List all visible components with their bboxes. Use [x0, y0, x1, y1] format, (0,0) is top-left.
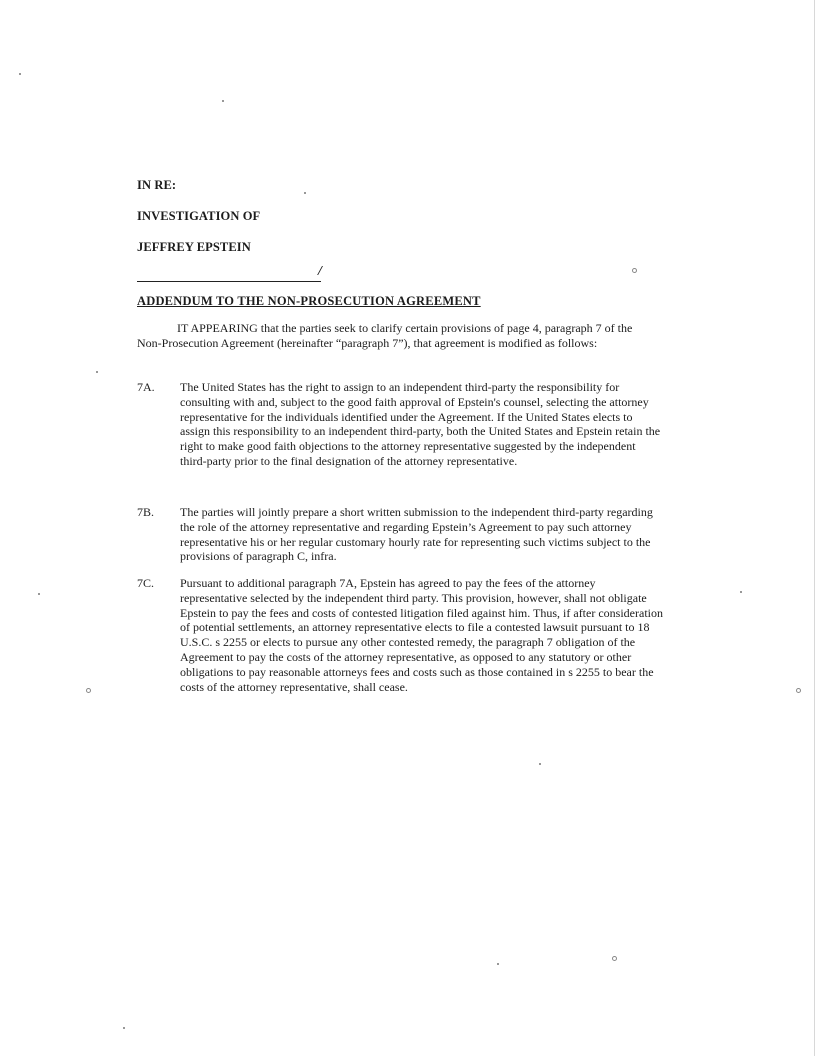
scan-speck	[19, 73, 21, 75]
scan-speck	[123, 1027, 125, 1029]
scan-speck	[796, 688, 801, 693]
caption-rule	[137, 281, 321, 282]
paragraph-label: 7A.	[137, 380, 155, 394]
scan-speck	[96, 371, 98, 373]
scan-speck	[612, 956, 617, 961]
document-heading: ADDENDUM TO THE NON-PROSECUTION AGREEMENT	[137, 294, 481, 308]
caption-investigation: INVESTIGATION OF	[137, 209, 261, 223]
paragraph-text: Pursuant to additional paragraph 7A, Epstein has agreed to pay the fees of the attorney representative selected by the independent third party. This provision, however, shall not obligate Epstein to pay the fees and costs of contested litigation filed against him. Thus, if after consideration of potential settlements, an attorney representative elects to file a contested lawsuit pursuant to 18 U.S.C. s 2255 or elects to pursue any other contested remedy, the paragraph 7 obligation of the Agreement to pay the costs of the attorney representative, as opposed to any statutory or other obligations to pay reasonable attorneys fees and costs such as those contained in s 2255 to bear the costs of the attorney representative, shall cease.	[180, 576, 663, 694]
paragraph-7c	[137, 576, 667, 694]
caption-slash: /	[318, 264, 322, 279]
caption-name: JEFFREY EPSTEIN	[137, 240, 251, 254]
scan-speck	[740, 591, 742, 593]
scan-speck	[304, 192, 306, 194]
paragraph-text: The parties will jointly prepare a short written submission to the independent third-party regarding the role of the attorney representative and regarding Epstein’s Agreement to pay such attorney representative his or her regular customary hourly rate for representing such victims subject to the provisions of paragraph C, infra.	[180, 505, 653, 564]
paragraph-7a	[137, 380, 667, 469]
intro-paragraph: IT APPEARING that the parties seek to clarify certain provisions of page 4, paragraph 7 of the Non-Prosecution Agreement (hereinafter “paragraph 7”), that agreement is modified as follows:	[137, 321, 633, 350]
scan-speck	[539, 763, 541, 765]
scan-speck	[38, 593, 40, 595]
scan-speck	[86, 688, 91, 693]
paragraph-7b	[137, 505, 667, 564]
scan-edge	[814, 0, 815, 1056]
caption-in-re: IN RE:	[137, 178, 177, 192]
paragraph-text: The United States has the right to assign to an independent third-party the responsibility for consulting with and, subject to the good faith approval of Epstein's counsel, selecting the attorney representative for the individuals identified under the Agreement. If the United States elects to assign this responsibility to an independent third-party, both the United States and Epstein retain the right to make good faith objections to the attorney representative suggested by the independent third-party prior to the final designation of the attorney representative.	[180, 380, 661, 468]
paragraph-label: 7C.	[137, 576, 155, 590]
scan-speck	[632, 268, 637, 273]
scan-speck	[497, 963, 499, 965]
scan-speck	[222, 100, 224, 102]
paragraph-label: 7B.	[137, 505, 155, 519]
